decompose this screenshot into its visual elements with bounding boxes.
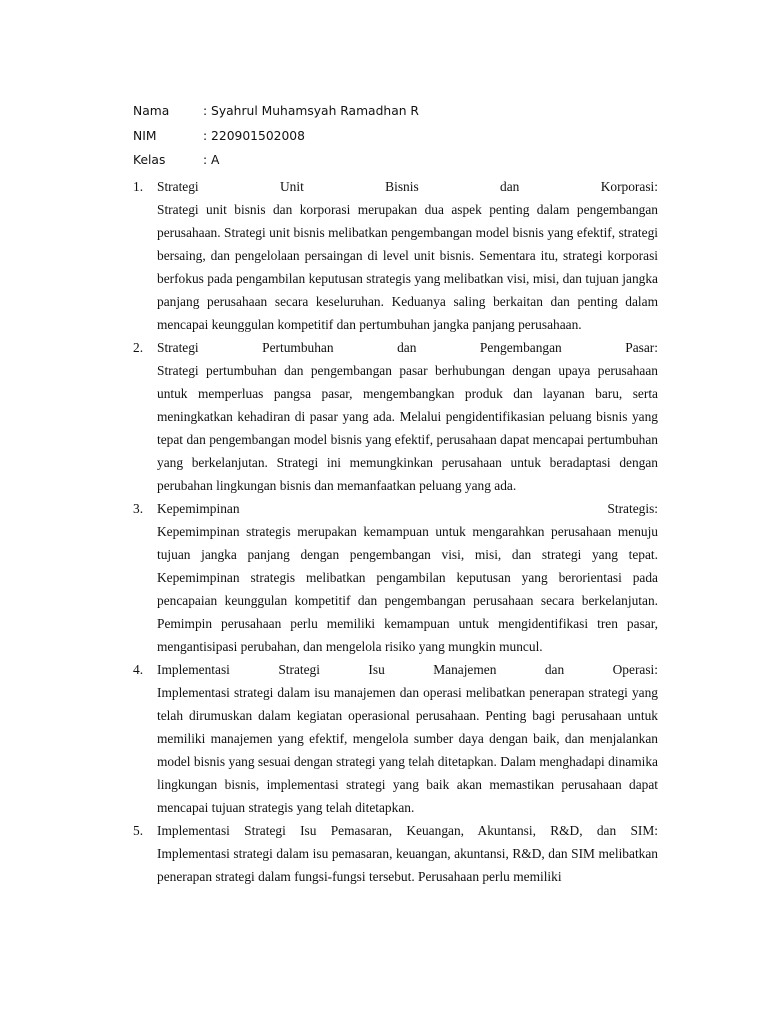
kelas-value: : A xyxy=(203,153,220,167)
nama-row xyxy=(133,102,419,127)
nim-row xyxy=(133,127,419,152)
student-info xyxy=(133,102,419,176)
item-number: 4. xyxy=(133,662,144,677)
nama-value: : Syahrul Muhamsyah Ramadhan R xyxy=(203,104,419,118)
list-item xyxy=(133,658,658,819)
list-item xyxy=(133,819,658,888)
item-text: Implementasi strategi dalam isu manajemen dan operasi melibatkan penerapan strategi yang telah dirumuskan dalam kegiatan operasional perusahaan. Penting bagi perusahaan untuk memiliki manajemen yang efektif, mengelola sumber daya dengan baik, dan menjalankan model bisnis yang sesuai dengan strategi yang telah ditetapkan. Dalam menghadapi dinamika lingkungan bisnis, implementasi strategi yang baik akan memastikan perusahaan dapat mencapai tujuan strategis yang telah ditetapkan. xyxy=(157,685,658,815)
item-number: 1. xyxy=(133,179,144,194)
item-text: Strategi pertumbuhan dan pengembangan pasar berhubungan dengan upaya perusahaan untuk memperluas pangsa pasar, mengembangkan produk dan layanan baru, serta meningkatkan kehadiran di pasar yang ada. Melalui pengidentifikasian peluang bisnis yang tepat dan pengembangan model bisnis yang efektif, perusahaan dapat mencapai pertumbuhan yang berkelanjutan. Strategi ini memungkinkan perusahaan untuk beradaptasi dengan perubahan lingkungan bisnis dan memanfaatkan peluang yang ada. xyxy=(157,363,658,493)
item-title: Strategi Pertumbuhan dan Pengembangan Pasar: xyxy=(157,340,658,355)
list-item xyxy=(133,175,658,336)
item-body xyxy=(157,819,658,888)
item-title: Implementasi Strategi Isu Pemasaran, Keuangan, Akuntansi, R&D, dan SIM: xyxy=(157,823,658,838)
nim-value: : 220901502008 xyxy=(203,128,305,143)
item-title: Strategi Unit Bisnis dan Korporasi: xyxy=(157,179,658,194)
item-title: Kepemimpinan Strategis: xyxy=(157,501,658,516)
numbered-list xyxy=(133,175,658,888)
kelas-row xyxy=(133,151,419,176)
nim-label: NIM xyxy=(133,128,157,143)
item-title: Implementasi Strategi Isu Manajemen dan Operasi: xyxy=(157,662,658,677)
item-text: Strategi unit bisnis dan korporasi merupakan dua aspek penting dalam pengembangan perusahaan. Strategi unit bisnis melibatkan pengembangan model bisnis yang efektif, strategi bersaing, dan pengelolaan persaingan di level unit bisnis. Sementara itu, strategi korporasi berfokus pada pengambilan keputusan strategis yang melibatkan visi, misi, dan tujuan jangka panjang perusahaan secara keseluruhan. Keduanya saling berkaitan dan penting dalam mencapai keunggulan kompetitif dan pertumbuhan jangka panjang perusahaan. xyxy=(157,202,658,332)
item-body xyxy=(157,658,658,819)
nama-label: Nama xyxy=(133,104,170,118)
kelas-label: Kelas xyxy=(133,153,166,167)
item-text: Kepemimpinan strategis merupakan kemampuan untuk mengarahkan perusahaan menuju tujuan jangka panjang dengan pengembangan visi, misi, dan strategi yang tepat. Kepemimpinan strategis melibatkan pengambilan keputusan yang berorientasi pada pencapaian keunggulan kompetitif dan pengembangan perusahaan secara berkelanjutan. Pemimpin perusahaan perlu memiliki kemampuan untuk mengidentifikasi tren pasar, mengantisipasi perubahan, dan mengelola risiko yang mungkin muncul. xyxy=(157,524,658,654)
list-item xyxy=(133,336,658,497)
item-body xyxy=(157,336,658,497)
item-body xyxy=(157,497,658,658)
item-number: 2. xyxy=(133,340,144,355)
item-number: 3. xyxy=(133,501,144,516)
list-item xyxy=(133,497,658,658)
item-text: Implementasi strategi dalam isu pemasaran, keuangan, akuntansi, R&D, dan SIM melibatkan penerapan strategi dalam fungsi-fungsi tersebut. Perusahaan perlu memiliki xyxy=(157,846,658,884)
item-body xyxy=(157,175,658,336)
item-number: 5. xyxy=(133,823,144,838)
